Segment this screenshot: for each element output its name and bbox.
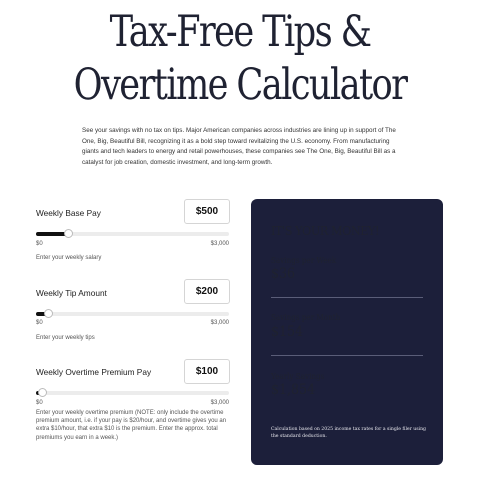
results-divider: [271, 355, 423, 356]
weekly-base-pay-control: [36, 199, 231, 265]
slider-min: $0: [36, 241, 43, 247]
weekly-base-pay-input[interactable]: $500: [184, 199, 230, 224]
results-heading: IT'S YOUR MONEY!: [271, 223, 380, 238]
yearly-savings-value: $1,854: [271, 382, 316, 398]
weekly-overtime-premium-label: Weekly Overtime Premium Pay: [36, 367, 152, 377]
title-line-1: Tax-Free Tips &: [109, 7, 371, 57]
slider-range: [36, 241, 229, 247]
slider-thumb[interactable]: [64, 229, 73, 238]
slider-range: [36, 320, 229, 326]
weekly-tip-amount-input[interactable]: $200: [184, 279, 230, 304]
weekly-base-pay-slider[interactable]: [36, 232, 229, 236]
yearly-savings-label: Yearly Savings: [271, 372, 325, 381]
weekly-overtime-premium-slider[interactable]: [36, 391, 229, 395]
weekly-tip-amount-control: [36, 279, 231, 345]
weekly-base-pay-helper: Enter your weekly salary: [36, 255, 102, 261]
results-divider: [271, 297, 423, 298]
slider-range: [36, 400, 229, 406]
weekly-tip-amount-slider[interactable]: [36, 312, 229, 316]
weekly-base-pay-label: Weekly Base Pay: [36, 208, 101, 218]
slider-min: $0: [36, 320, 43, 326]
slider-max: $3,000: [210, 241, 229, 247]
title-line-2: Overtime Calculator: [73, 60, 407, 110]
slider-min: $0: [36, 400, 43, 406]
weekly-overtime-premium-control: [36, 359, 231, 459]
weekly-tip-amount-label: Weekly Tip Amount: [36, 288, 107, 298]
slider-thumb[interactable]: [44, 309, 53, 318]
weekly-tip-amount-helper: Enter your weekly tips: [36, 335, 95, 341]
savings-per-month-value: $154: [271, 324, 304, 340]
results-disclaimer: Calculation based on 2025 income tax rates for a single filer using the standard deduction.: [271, 427, 426, 439]
slider-thumb[interactable]: [38, 388, 47, 397]
weekly-overtime-premium-helper: Enter your weekly overtime premium (NOTE: only include the overtime premium amount, i.e. if your pay is $20/hour, and overtime gives you an extra $10/hour, that extra $10 is the premium. Enter the approx. total premiums you earn in a week.): [36, 410, 227, 441]
savings-per-month-label: Savings per Month: [271, 313, 341, 322]
savings-per-week-value: $36: [271, 266, 296, 282]
slider-max: $3,000: [210, 400, 229, 406]
page-title: [43, 6, 437, 112]
slider-max: $3,000: [210, 320, 229, 326]
intro-paragraph: See your savings with no tax on tips. Major American companies across industries are lining up in support of The One, Big, Beautiful Bill, recognizing it as a bold step toward revitalizing the U.S. economy. From manufacturing giants and tech leaders to energy and retail powerhouses, these companies see The One, Big, Beautiful Bill as a catalyst for job creation, domestic investment, and long-term growth.: [82, 127, 396, 166]
weekly-overtime-premium-input[interactable]: $100: [184, 359, 230, 384]
savings-per-week-label: Savings per Week: [271, 256, 337, 265]
